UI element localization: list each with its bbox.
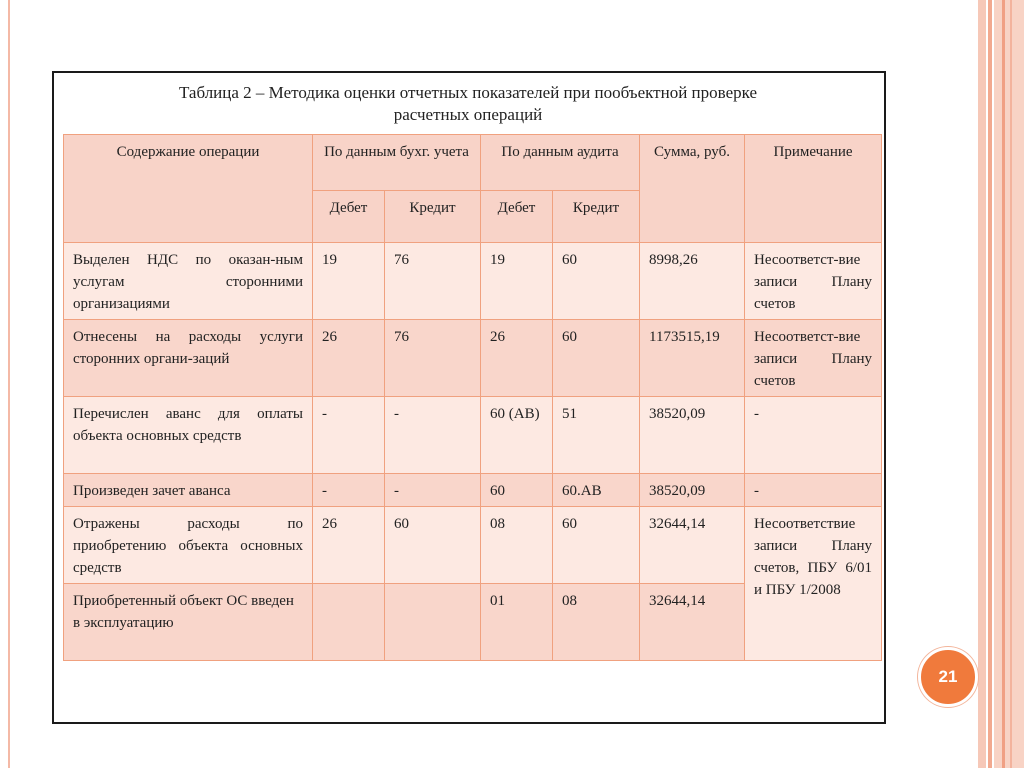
cell-acc-credit: - [385,474,481,507]
audit-table [63,134,882,661]
header-aud-debit: Дебет [481,191,553,243]
cell-note: Несоответст-вие записи Плану счетов [745,320,882,397]
header-aud-credit: Кредит [553,191,640,243]
cell-aud-credit: 51 [553,397,640,474]
cell-acc-credit [385,584,481,661]
header-acc-debit: Дебет [313,191,385,243]
cell-operation: Перечислен аванс для оплаты объекта основных средств [64,397,313,474]
cell-sum: 32644,14 [640,507,745,584]
cell-acc-credit: 60 [385,507,481,584]
cell-note: - [745,474,882,507]
header-sum: Сумма, руб. [640,135,745,243]
cell-acc-debit: - [313,397,385,474]
cell-note: - [745,397,882,474]
cell-aud-credit: 08 [553,584,640,661]
cell-acc-debit: 19 [313,243,385,320]
header-row [64,135,882,191]
cell-aud-credit: 60 [553,243,640,320]
cell-operation: Произведен зачет аванса [64,474,313,507]
cell-operation: Отражены расходы по приобретению объекта основных средств [64,507,313,584]
cell-aud-credit: 60 [553,507,640,584]
title-line-1: Таблица 2 – Методика оценки отчетных показателей при пообъектной проверке [178,83,758,102]
cell-aud-credit: 60.АВ [553,474,640,507]
header-operation: Содержание операции [64,135,313,243]
cell-sum: 8998,26 [640,243,745,320]
cell-acc-credit: 76 [385,243,481,320]
cell-aud-debit: 01 [481,584,553,661]
cell-acc-debit: 26 [313,320,385,397]
right-decor-stripe [978,0,986,768]
cell-note: Несоответст-вие записи Плану счетов [745,243,882,320]
page-number-badge: 21 [918,647,978,707]
cell-aud-credit: 60 [553,320,640,397]
cell-sum: 32644,14 [640,584,745,661]
cell-aud-debit: 08 [481,507,553,584]
cell-aud-debit: 60 (АВ) [481,397,553,474]
title-line-2: расчетных операций [393,105,543,124]
cell-acc-credit: 76 [385,320,481,397]
cell-aud-debit: 60 [481,474,553,507]
cell-acc-debit: 26 [313,507,385,584]
cell-sum: 38520,09 [640,474,745,507]
header-audit: По данным аудита [481,135,640,191]
cell-operation: Приобретенный объект ОС введен в эксплуатацию [64,584,313,661]
cell-aud-debit: 26 [481,320,553,397]
cell-sum: 38520,09 [640,397,745,474]
cell-sum: 1173515,19 [640,320,745,397]
header-acc-credit: Кредит [385,191,481,243]
table-row [64,320,882,397]
cell-note: Несоответствие записи Плану счетов, ПБУ 6/01 и ПБУ 1/2008 [745,507,882,661]
table-title [64,82,872,126]
table-row [64,507,882,584]
right-decor-stripe [1010,0,1012,768]
header-accounting: По данным бухг. учета [313,135,481,191]
right-decor-stripe [994,0,1024,768]
left-decor-line [8,0,10,768]
cell-acc-credit: - [385,397,481,474]
cell-acc-debit: - [313,474,385,507]
table-row [64,474,882,507]
table-row [64,397,882,474]
right-decor-stripe [1002,0,1005,768]
right-decor-stripe [988,0,992,768]
cell-operation: Выделен НДС по оказан-ным услугам сторонними организациями [64,243,313,320]
cell-acc-debit [313,584,385,661]
cell-aud-debit: 19 [481,243,553,320]
table-row [64,243,882,320]
cell-operation: Отнесены на расходы услуги сторонних органи-заций [64,320,313,397]
header-note: Примечание [745,135,882,243]
